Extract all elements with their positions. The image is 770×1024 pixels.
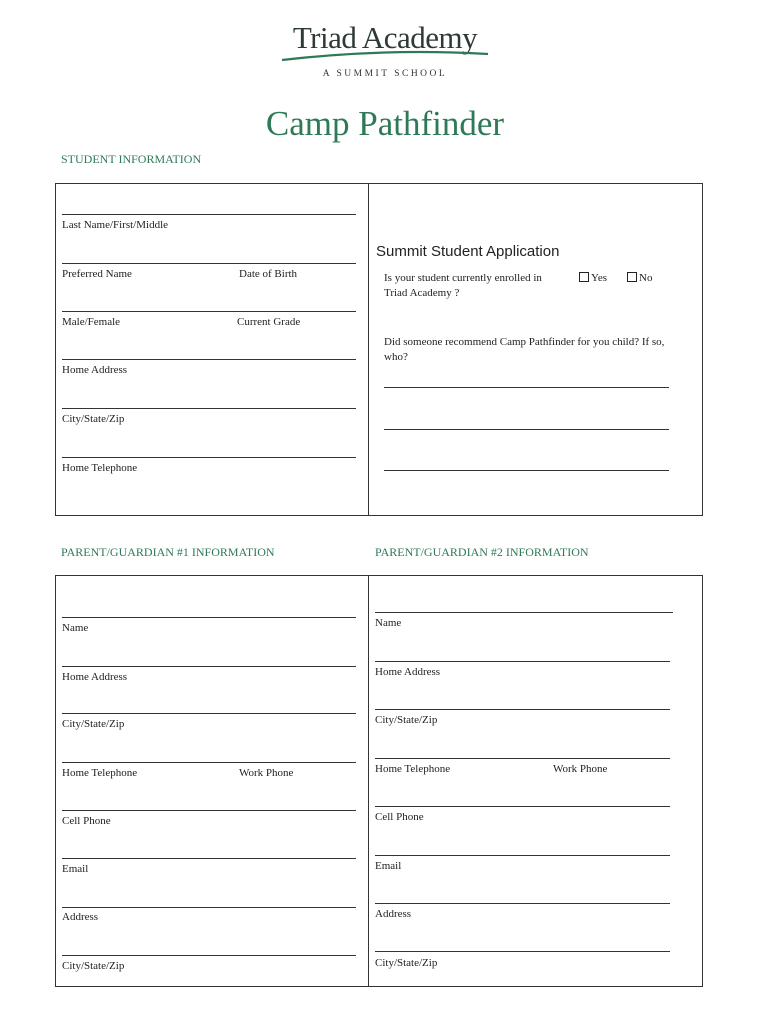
recommend-question: Did someone recommend Camp Pathfinder for you child? If so, who? [384,336,665,363]
parent1-name-field[interactable] [62,617,356,618]
parent2-email-label: Email [375,860,402,872]
parent2-email-field[interactable] [375,855,670,856]
parent-info-box [55,575,703,987]
parent1-cell-label: Cell Phone [62,815,111,827]
parent2-section-label: PARENT/GUARDIAN #2 INFORMATION [375,545,589,559]
gender-grade-field[interactable] [62,311,356,312]
parent1-home-address-field[interactable] [62,666,356,667]
parent2-city2-field[interactable] [375,951,670,952]
parent2-city2-label: City/State/Zip [375,957,438,969]
checkbox-icon[interactable] [579,272,589,282]
parent2-name-field[interactable] [375,612,673,613]
date-of-birth-label: Date of Birth [239,268,298,280]
student-name-label: Last Name/First/Middle [62,219,169,231]
parent1-city2-field[interactable] [62,955,356,956]
parent2-address-label: Address [375,908,412,920]
parent2-city-label: City/State/Zip [375,714,438,726]
parent2-work-phone-label: Work Phone [553,763,608,775]
application-heading: Summit Student Application [376,243,560,260]
parent1-section-label: PARENT/GUARDIAN #1 INFORMATION [61,545,275,559]
parent1-name-label: Name [62,622,89,634]
parent2-city-field[interactable] [375,709,670,710]
parent1-email-field[interactable] [62,858,356,859]
home-address-label: Home Address [62,364,128,376]
gender-label: Male/Female [62,316,121,328]
parent2-home-phone-label: Home Telephone [375,763,451,775]
logo-swoosh-icon [280,48,490,62]
parent1-city-field[interactable] [62,713,356,714]
parent1-home-phone-label: Home Telephone [62,767,138,779]
logo-subtitle: A SUMMIT SCHOOL [322,69,448,79]
parent2-home-address-field[interactable] [375,661,670,662]
recommend-answer-line-2[interactable] [384,429,669,430]
yes-label: Yes [591,272,608,284]
parent2-cell-label: Cell Phone [375,811,424,823]
parent1-phone-field[interactable] [62,762,356,763]
parent1-email-label: Email [62,863,89,875]
logo-name: Triad Academy [292,20,478,55]
parent2-phone-field[interactable] [375,758,670,759]
parent2-address-field[interactable] [375,903,670,904]
student-box-divider [368,183,369,516]
home-address-field[interactable] [62,359,356,360]
home-telephone-label: Home Telephone [62,462,138,474]
parent1-address-field[interactable] [62,907,356,908]
yes-option[interactable] [579,272,607,284]
no-label: No [639,272,653,284]
recommend-answer-line-1[interactable] [384,387,669,388]
recommend-answer-line-3[interactable] [384,470,669,471]
parent1-work-phone-label: Work Phone [239,767,294,779]
city-state-zip-field[interactable] [62,408,356,409]
parent1-address-label: Address [62,911,99,923]
student-section-label: STUDENT INFORMATION [61,152,202,166]
parent1-city-label: City/State/Zip [62,718,125,730]
parent2-name-label: Name [375,617,402,629]
city-state-zip-label: City/State/Zip [62,413,125,425]
page-title: Camp Pathfinder [265,104,505,143]
parent1-cell-field[interactable] [62,810,356,811]
parent1-city2-label: City/State/Zip [62,960,125,972]
no-option[interactable] [627,272,652,284]
parent-box-divider [368,575,369,987]
parent2-cell-field[interactable] [375,806,670,807]
current-grade-label: Current Grade [237,316,301,328]
preferred-name-label: Preferred Name [62,268,132,280]
parent1-home-address-label: Home Address [62,671,128,683]
home-telephone-field[interactable] [62,457,356,458]
checkbox-icon[interactable] [627,272,637,282]
preferred-name-field[interactable] [62,263,356,264]
enrolled-question: Is your student currently enrolled in Triad Academy ? [384,272,542,299]
student-name-field[interactable] [62,214,356,215]
parent2-home-address-label: Home Address [375,666,441,678]
